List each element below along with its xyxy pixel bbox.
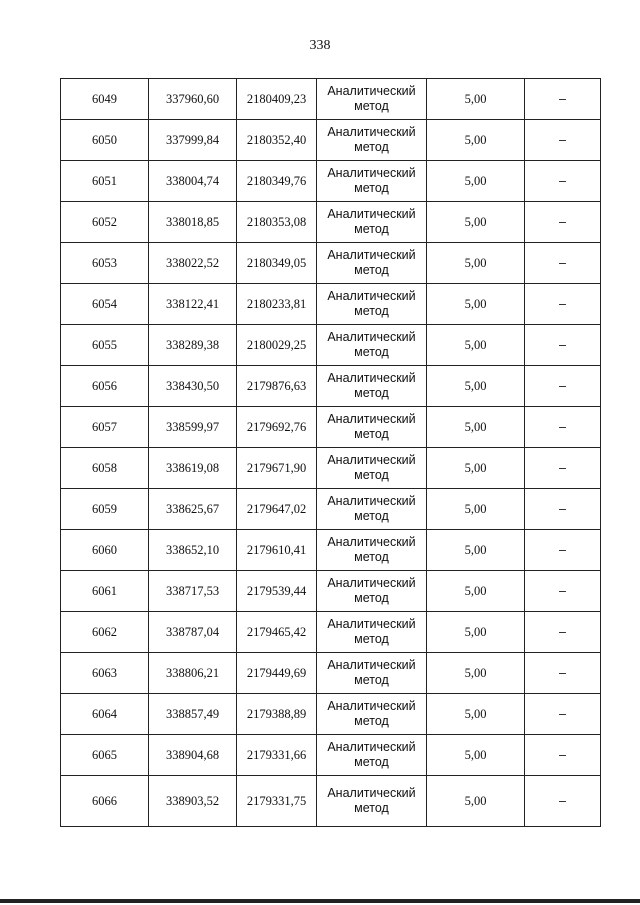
method-line-2: метод [354,468,389,482]
x-coordinate-cell: 338599,97 [149,407,237,448]
point-number-cell: 6063 [61,653,149,694]
method-cell [317,694,427,735]
y-coordinate-cell: 2180409,23 [237,79,317,120]
table-row [61,120,601,161]
method-line-2: метод [354,673,389,687]
note-cell: – [525,571,601,612]
table-row [61,571,601,612]
note-cell: – [525,202,601,243]
point-number-cell: 6055 [61,325,149,366]
note-cell: – [525,161,601,202]
y-coordinate-cell: 2179671,90 [237,448,317,489]
method-cell [317,489,427,530]
method-line-2: метод [354,801,389,815]
x-coordinate-cell: 337960,60 [149,79,237,120]
accuracy-cell: 5,00 [427,120,525,161]
point-number-cell: 6064 [61,694,149,735]
method-line-1: Аналитический [327,658,416,672]
x-coordinate-cell: 338806,21 [149,653,237,694]
table-row [61,79,601,120]
method-line-1: Аналитический [327,786,416,800]
table-row [61,776,601,827]
method-cell [317,653,427,694]
method-cell [317,120,427,161]
x-coordinate-cell: 338904,68 [149,735,237,776]
method-line-2: метод [354,181,389,195]
y-coordinate-cell: 2179449,69 [237,653,317,694]
note-cell: – [525,489,601,530]
method-line-1: Аналитический [327,740,416,754]
note-cell: – [525,79,601,120]
table-row [61,202,601,243]
note-cell: – [525,325,601,366]
method-line-1: Аналитический [327,453,416,467]
point-number-cell: 6065 [61,735,149,776]
method-line-1: Аналитический [327,371,416,385]
x-coordinate-cell: 338004,74 [149,161,237,202]
x-coordinate-cell: 338903,52 [149,776,237,827]
y-coordinate-cell: 2179331,66 [237,735,317,776]
accuracy-cell: 5,00 [427,776,525,827]
accuracy-cell: 5,00 [427,612,525,653]
y-coordinate-cell: 2180349,05 [237,243,317,284]
method-line-1: Аналитический [327,494,416,508]
table-row [61,161,601,202]
method-line-1: Аналитический [327,535,416,549]
table-row [61,489,601,530]
point-number-cell: 6066 [61,776,149,827]
y-coordinate-cell: 2180352,40 [237,120,317,161]
method-line-2: метод [354,509,389,523]
method-line-2: метод [354,591,389,605]
method-cell [317,366,427,407]
table-row [61,612,601,653]
table-row [61,284,601,325]
table-row [61,530,601,571]
method-line-2: метод [354,714,389,728]
accuracy-cell: 5,00 [427,653,525,694]
method-line-2: метод [354,755,389,769]
point-number-cell: 6061 [61,571,149,612]
method-cell [317,530,427,571]
point-number-cell: 6060 [61,530,149,571]
note-cell: – [525,694,601,735]
method-line-2: метод [354,345,389,359]
method-cell [317,735,427,776]
method-line-2: метод [354,386,389,400]
method-cell [317,612,427,653]
point-number-cell: 6053 [61,243,149,284]
accuracy-cell: 5,00 [427,694,525,735]
table-row [61,243,601,284]
point-number-cell: 6052 [61,202,149,243]
method-cell [317,571,427,612]
x-coordinate-cell: 338289,38 [149,325,237,366]
x-coordinate-cell: 338717,53 [149,571,237,612]
method-line-1: Аналитический [327,289,416,303]
method-line-2: метод [354,550,389,564]
x-coordinate-cell: 338430,50 [149,366,237,407]
accuracy-cell: 5,00 [427,161,525,202]
accuracy-cell: 5,00 [427,243,525,284]
table-row [61,325,601,366]
method-line-1: Аналитический [327,248,416,262]
accuracy-cell: 5,00 [427,202,525,243]
note-cell: – [525,530,601,571]
point-number-cell: 6050 [61,120,149,161]
method-line-1: Аналитический [327,166,416,180]
method-cell [317,448,427,489]
method-cell [317,79,427,120]
table-row [61,366,601,407]
table-row [61,653,601,694]
note-cell: – [525,407,601,448]
y-coordinate-cell: 2179465,42 [237,612,317,653]
accuracy-cell: 5,00 [427,366,525,407]
x-coordinate-cell: 337999,84 [149,120,237,161]
y-coordinate-cell: 2179331,75 [237,776,317,827]
accuracy-cell: 5,00 [427,448,525,489]
table-body [61,79,601,827]
method-line-1: Аналитический [327,412,416,426]
method-line-2: метод [354,140,389,154]
note-cell: – [525,366,601,407]
accuracy-cell: 5,00 [427,735,525,776]
method-cell [317,243,427,284]
note-cell: – [525,448,601,489]
method-line-1: Аналитический [327,84,416,98]
method-cell [317,776,427,827]
table-row [61,448,601,489]
method-line-1: Аналитический [327,617,416,631]
y-coordinate-cell: 2180029,25 [237,325,317,366]
method-line-2: метод [354,263,389,277]
method-line-1: Аналитический [327,699,416,713]
scan-edge-line [0,899,640,903]
point-number-cell: 6054 [61,284,149,325]
method-line-1: Аналитический [327,330,416,344]
accuracy-cell: 5,00 [427,571,525,612]
y-coordinate-cell: 2180349,76 [237,161,317,202]
table-row [61,694,601,735]
table-row [61,735,601,776]
x-coordinate-cell: 338619,08 [149,448,237,489]
point-number-cell: 6057 [61,407,149,448]
x-coordinate-cell: 338652,10 [149,530,237,571]
x-coordinate-cell: 338787,04 [149,612,237,653]
y-coordinate-cell: 2180353,08 [237,202,317,243]
coordinates-table [60,78,601,827]
method-cell [317,161,427,202]
y-coordinate-cell: 2179692,76 [237,407,317,448]
point-number-cell: 6062 [61,612,149,653]
page-number: 338 [309,38,331,53]
accuracy-cell: 5,00 [427,325,525,366]
method-cell [317,284,427,325]
y-coordinate-cell: 2179388,89 [237,694,317,735]
method-cell [317,202,427,243]
y-coordinate-cell: 2179647,02 [237,489,317,530]
y-coordinate-cell: 2179610,41 [237,530,317,571]
point-number-cell: 6059 [61,489,149,530]
note-cell: – [525,735,601,776]
x-coordinate-cell: 338857,49 [149,694,237,735]
y-coordinate-cell: 2179876,63 [237,366,317,407]
point-number-cell: 6058 [61,448,149,489]
method-cell [317,325,427,366]
method-line-2: метод [354,99,389,113]
method-line-1: Аналитический [327,576,416,590]
x-coordinate-cell: 338018,85 [149,202,237,243]
note-cell: – [525,776,601,827]
y-coordinate-cell: 2180233,81 [237,284,317,325]
note-cell: – [525,284,601,325]
method-line-2: метод [354,632,389,646]
point-number-cell: 6051 [61,161,149,202]
method-line-1: Аналитический [327,207,416,221]
accuracy-cell: 5,00 [427,284,525,325]
note-cell: – [525,243,601,284]
point-number-cell: 6056 [61,366,149,407]
accuracy-cell: 5,00 [427,489,525,530]
note-cell: – [525,612,601,653]
accuracy-cell: 5,00 [427,530,525,571]
y-coordinate-cell: 2179539,44 [237,571,317,612]
x-coordinate-cell: 338022,52 [149,243,237,284]
x-coordinate-cell: 338625,67 [149,489,237,530]
accuracy-cell: 5,00 [427,79,525,120]
point-number-cell: 6049 [61,79,149,120]
x-coordinate-cell: 338122,41 [149,284,237,325]
method-line-2: метод [354,304,389,318]
method-line-2: метод [354,427,389,441]
table-row [61,407,601,448]
note-cell: – [525,653,601,694]
note-cell: – [525,120,601,161]
method-line-2: метод [354,222,389,236]
accuracy-cell: 5,00 [427,407,525,448]
method-cell [317,407,427,448]
method-line-1: Аналитический [327,125,416,139]
